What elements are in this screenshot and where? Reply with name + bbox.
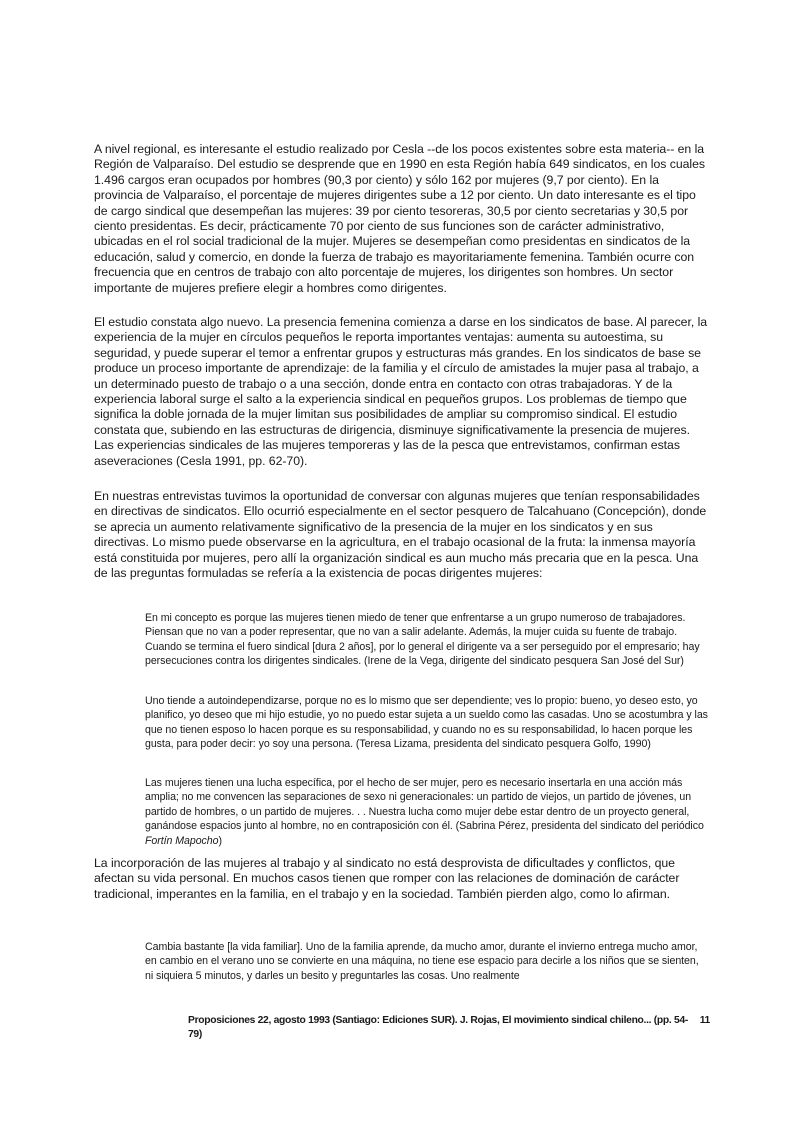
quote-irene-de-la-vega: En mi concepto es porque las mujeres tienen miedo de tener que enfrentarse a un grupo numeroso de trabajadores. Piensan que no van a poder representar, que no van a salir adelante. Además, la mujer cuida su fuente de trabajo. Cuando se termina el fuero sindical [dura 2 años], por lo general el dirigente va a ser perseguido por el empresario; hay persecuciones contra los dirigentes sindicales. (Irene de la Vega, dirigente del sindicato pesquera San José del Sur) [145,612,700,668]
quote-sabrina-perez [145,776,708,848]
quote-sabrina-perez-end: ) [218,834,222,847]
page-number: 11 [699,1015,710,1026]
quote-family-life: Cambia bastante [la vida familiar]. Uno de la familia aprende, da mucho amor, durante el invierno entrega mucho amor, en cambio en el verano uno se convierte en una máquina, no tiene ese espacio para decirle a los niños que se sienten, ni siquiera 5 minutos, y darles un besito y preguntarles las cosas. Uno realmente [145,941,699,982]
page-footer [188,1014,710,1042]
paragraph-personal-life: La incorporación de las mujeres al trabajo y al sindicato no está desprovista de dificultades y conflictos, que afectan su vida personal. En muchos casos tienen que romper con las relaciones de dominación de carácter tradicional, imperantes en la familia, en el trabajo y en la sociedad. También pierden algo, como lo afirman. [94,856,680,901]
quote-teresa-lizama: Uno tiende a autoindependizarse, porque no es lo mismo que ser dependiente; ves lo propio: bueno, yo deseo esto, yo planifico, yo deseo que mi hijo estudie, yo no puedo estar sujeta a un sueldo como las casadas. Uno se acostumbra y las que no tienen esposo lo hacen porque es su responsabilidad, y cuando no es su responsabilidad, lo hacen porque les gusta, para poder decir: yo soy una persona. (Teresa Lizama, presidenta del sindicato pesquera Golfo, 1990) [145,695,708,751]
newspaper-title: Fortín Mapocho [145,834,219,847]
paragraph-new-findings: El estudio constata algo nuevo. La presencia femenina comienza a darse en los sindicatos de base. Al parecer, la experiencia de la mujer en círculos pequeños le reporta importantes ventajas: aumenta su autoestima, su seguridad, y puede superar el temor a enfrentar grupos y estructuras más grandes. En los sindicatos de base se produce un proceso importante de aprendizaje: de la familia y el círculo de amistades la mujer pasa al trabajo, a un determinado puesto de trabajo o a una sección, donde entra en contacto con otras trabajadoras. Y de la experiencia laboral surge el salto a la experiencia sindical en pequeños grupos. Los problemas de tiempo que significa la doble jornada de la mujer limitan sus posibilidades de ampliar su compromiso sindical. El estudio constata que, subiendo en las estructuras de dirigencia, disminuye significativamente la presencia de mujeres. Las experiencias sindicales de las mujeres temporeras y las de la pesca que entrevistamos, confirman estas aseveraciones (Cesla 1991, pp. 62-70). [94,315,708,468]
paragraph-interviews: En nuestras entrevistas tuvimos la oportunidad de conversar con algunas mujeres que tenían responsabilidades en directivas de sindicatos. Ello ocurrió especialmente en el sector pesquero de Talcahuano (Concepción), donde se aprecia un aumento relativamente significativo de la presencia de la mujer en los sindicatos y en sus directivas. Lo mismo puede observarse en la agricultura, en el trabajo ocasional de la fruta: la inmensa mayoría está constituida por mujeres, pero allí la organización sindical es aun mucho más precaria que en la pesca. Una de las preguntas formuladas se refería a la existencia de pocas dirigentes mujeres: [94,489,707,581]
footer-citation: Proposiciones 22, agosto 1993 (Santiago: Ediciones SUR). J. Rojas, El movimiento sindical chileno... (pp. 54-79) [188,1015,689,1040]
paragraph-regional-study: A nivel regional, es interesante el estudio realizado por Cesla --de los pocos existentes sobre esta materia-- en la Región de Valparaíso. Del estudio se desprende que en 1990 en esta Región había 649 sindicatos, en los cuales 1.496 cargos eran ocupados por hombres (90,3 por ciento) y sólo 162 por mujeres (9,7 por ciento). En la provincia de Valparaíso, el porcentaje de mujeres dirigentes sube a 12 por ciento. Un dato interesante es el tipo de cargo sindical que desempeñan las mujeres: 39 por ciento tesoreras, 30,5 por ciento secretarias y 30,5 por ciento presidentas. Es decir, prácticamente 70 por ciento de sus funciones son de carácter administrativo, ubicadas en el rol social tradicional de la mujer. Mujeres se desempeñan como presidentas en sindicatos de la educación, salud y comercio, en donde la fuerza de trabajo es mayoritariamente femenina. También ocurre con frecuencia que en centros de trabajo con alto porcentaje de mujeres, los dirigentes son hombres. Un sector importante de mujeres prefiere elegir a hombres como dirigentes. [94,142,705,295]
quote-sabrina-perez-text: Las mujeres tienen una lucha específica, por el hecho de ser mujer, pero es necesario insertarla en una acción más amplia; no me convencen las separaciones de sexo ni generacionales: un partido de viejos, un partido de jóvenes, un partido de hombres, o un partido de mujeres. . . Nuestra lucha como mujer debe estar dentro de un proyecto general, ganándose espacios junto al hombre, no en contraposición con él. (Sabrina Pérez, presidenta del sindicato del periódico [145,777,704,833]
